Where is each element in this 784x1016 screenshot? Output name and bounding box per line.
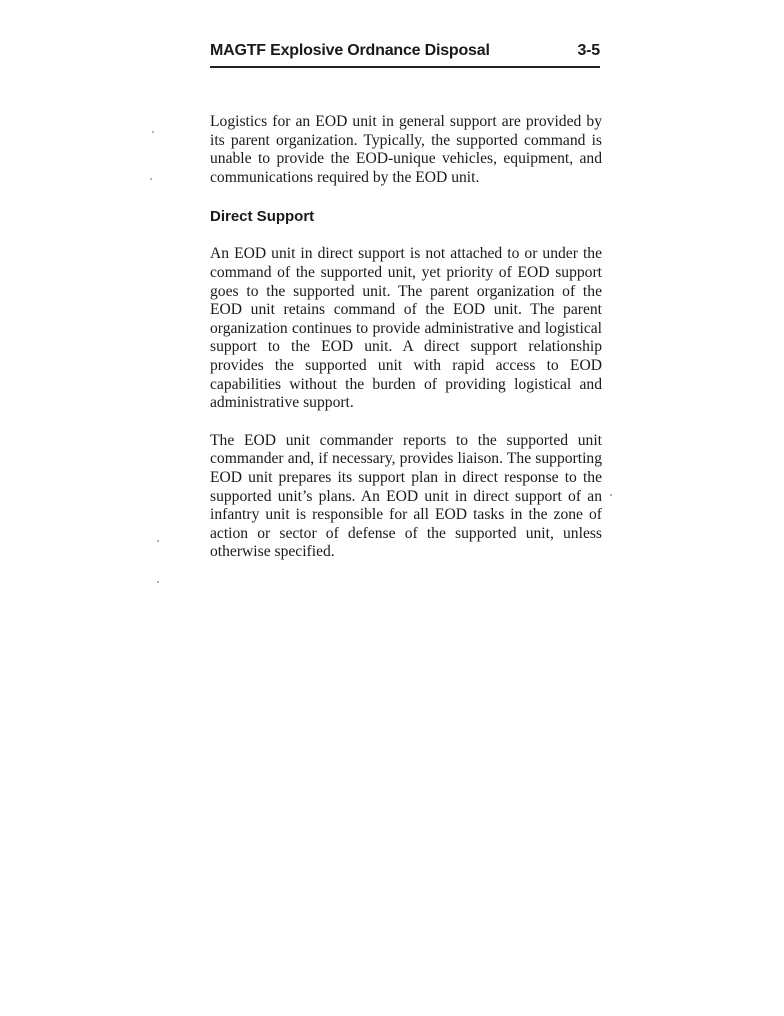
section-heading-direct-support: Direct Support [210,208,315,226]
scan-speck [157,581,159,583]
body-text [210,113,602,562]
header-title: MAGTF Explosive Ordnance Disposal [210,42,490,59]
paragraph-eod-commander-reporting: The EOD unit commander reports to the supported unit commander and, if necessary, provides liaison. The supporting EOD unit prepares its support plan in direct response to the supported unit’s plans. An EOD unit in direct support of an infantry unit is responsible for all EOD tasks in the zone of action or sector of defense of the supported unit, unless otherwise specified. [210,431,602,561]
running-header [210,40,600,68]
paragraph-direct-support-definition: An EOD unit in direct support is not attached to or under the command of the supported unit, yet priority of EOD support goes to the supported unit. The parent organization of the EOD unit retains command of the EOD unit. The parent organization continues to provide administrative and logistical support to the EOD unit. A direct support relationship provides the supported unit with rapid access to EOD capabilities without the burden of providing logistical and administrative support. [210,245,602,412]
scan-speck [610,494,612,496]
scan-speck [152,131,154,133]
scan-speck [150,178,152,180]
scan-speck [157,540,159,542]
paragraph-general-support-logistics: Logistics for an EOD unit in general support are provided by its parent organization. Typically, the supported command is unable to provide the EOD-unique vehicles, equipment, and communications required by the EOD unit. [210,113,602,186]
page-number: 3-5 [577,42,600,59]
